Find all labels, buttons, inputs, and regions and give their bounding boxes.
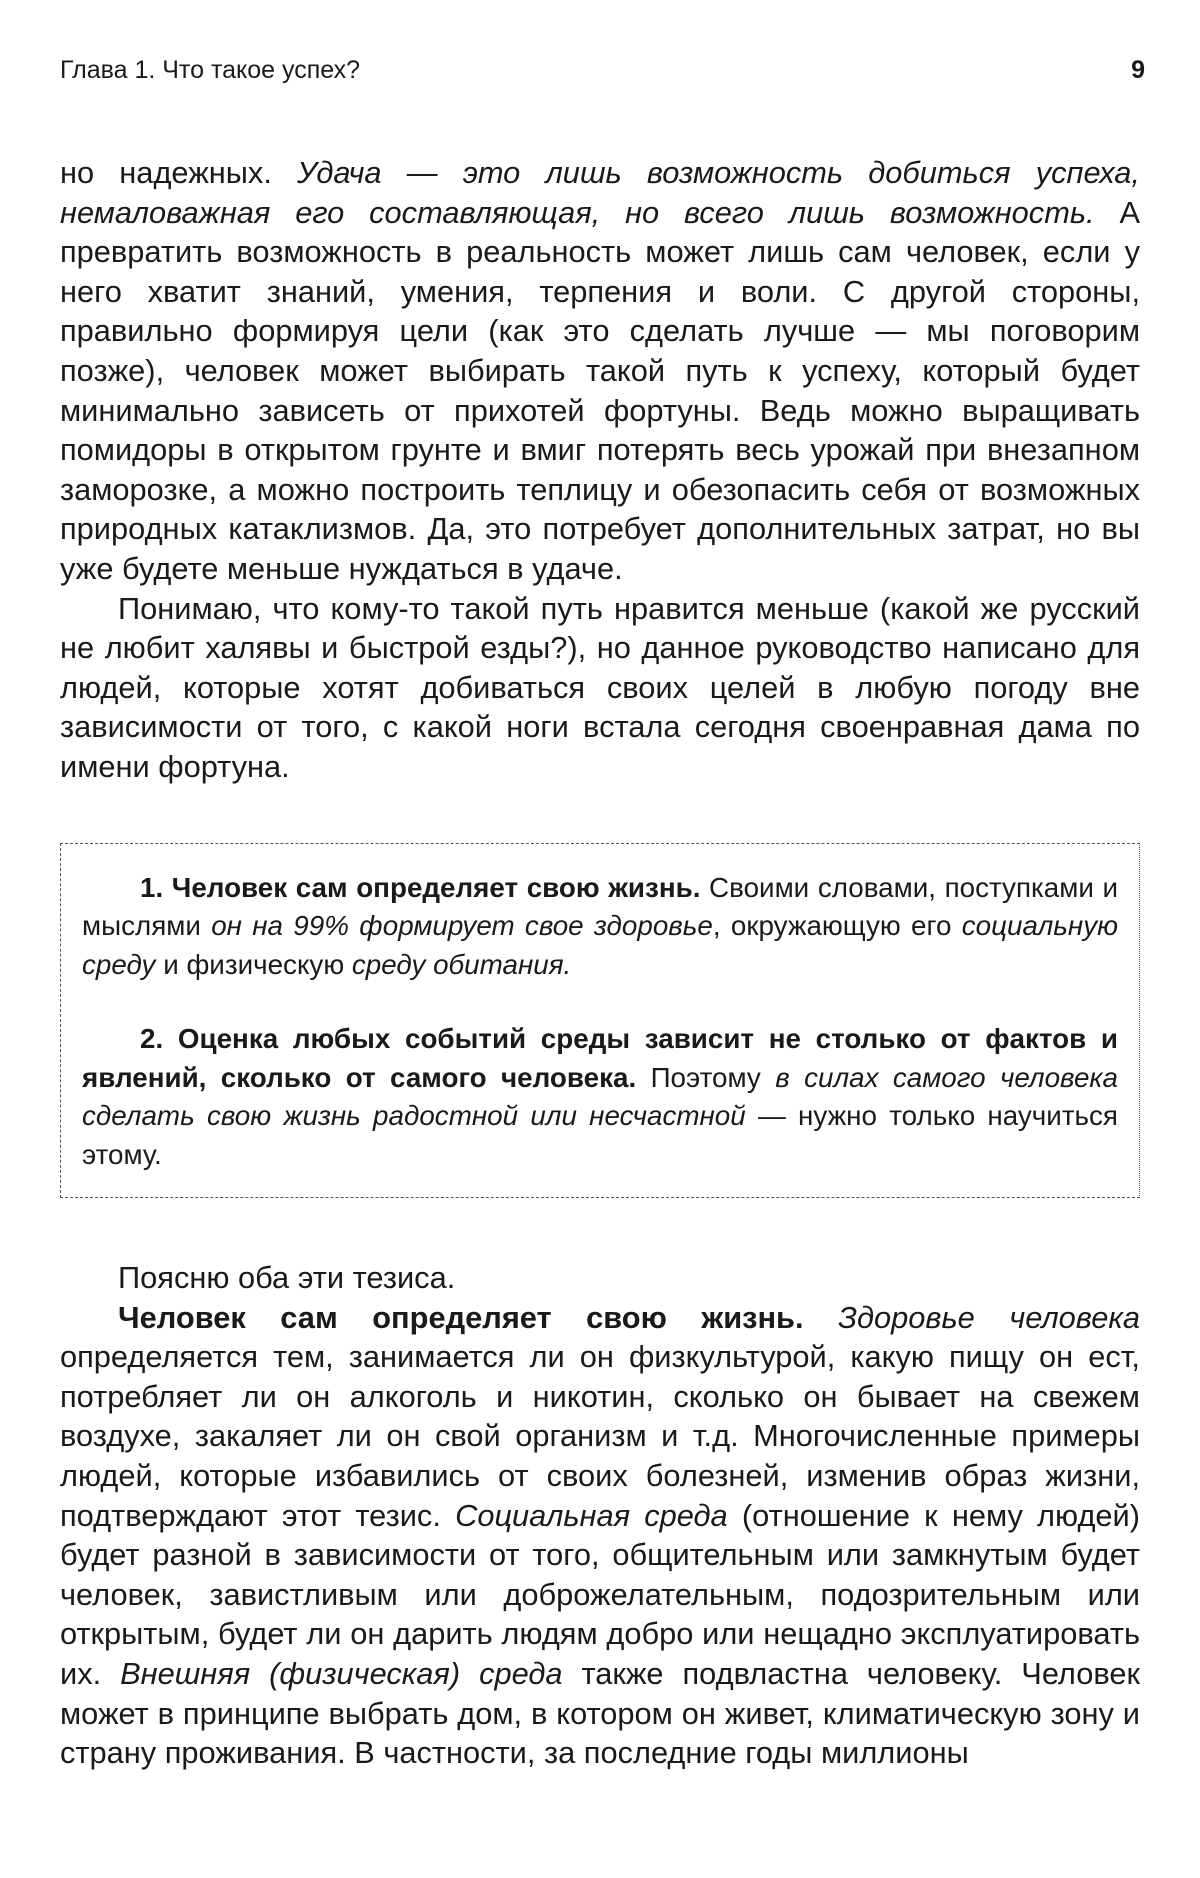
- thesis-2-em: в силах самого человека сделать свою жизнь радостной или несчастной: [82, 1062, 1118, 1132]
- box-bottom-border: [60, 1197, 1140, 1198]
- paragraph-4-text-3: также подвластна человеку. Человек может в принципе выбрать дом, в котором он живет, климатическую зону и страну проживания. В частности, за последние годы миллионы: [60, 1656, 1140, 1770]
- paragraph-4-em-health: Здоровье человека: [838, 1300, 1140, 1335]
- main-text: [60, 153, 1140, 787]
- box-top-border: [60, 843, 1140, 844]
- paragraph-1-start: но надежных.: [60, 155, 297, 190]
- paragraph-4-em-social: Социальная среда: [455, 1498, 728, 1533]
- page-number: 9: [1131, 55, 1145, 85]
- thesis-2-title: 2. Оценка любых событий среды зависит не столько от фактов и явлений, сколько от самого человека.: [82, 1023, 1118, 1093]
- thesis-1-title: 1. Человек сам определяет свою жизнь.: [140, 872, 700, 903]
- box-right-border: [1139, 843, 1140, 1199]
- paragraph-4: [60, 1298, 1140, 1773]
- paragraph-1: [60, 153, 1140, 589]
- paragraph-1-rest: А превратить возможность в реальность может лишь сам человек, если у него хватит знаний, умения, терпения и воли. С другой стороны, правильно формируя цели (как это сделать лучше — мы поговорим позже), человек может выбирать такой путь к успеху, который будет минимально зависеть от прихотей фортуны. Ведь можно выращивать помидоры в открытом грунте и вмиг потерять весь урожай при внезапном заморозке, а можно построить теплицу и обезопасить себя от возможных природных катаклизмов. Да, это потребует дополнительных затрат, но вы уже будете меньше нуждаться в удаче.: [60, 195, 1140, 586]
- running-header: [60, 55, 1140, 95]
- thesis-2-text: Поэтому: [636, 1062, 775, 1093]
- paragraph-4-title: Человек сам определяет свою жизнь.: [118, 1300, 804, 1335]
- thesis-1-em-social: социальную среду: [82, 910, 1118, 980]
- thesis-1-em-health: он на 99% формирует свое здоровье: [211, 910, 713, 941]
- theses-box: [60, 843, 1140, 1199]
- thesis-1-text: Своими словами, поступками и мыслями: [82, 872, 1118, 942]
- paragraph-2: Понимаю, что кому-то такой путь нравится меньше (какой же русский не любит халявы и быстрой езды?), но данное руководство написано для людей, которые хотят добиваться своих целей в любую погоду вне зависимости от того, с какой ноги встала сегодня своенравная дама по имени фортуна.: [60, 589, 1140, 787]
- chapter-title: Глава 1. Что такое успех?: [60, 55, 360, 85]
- paragraph-3: Поясню оба эти тезиса.: [60, 1258, 1140, 1298]
- thesis-1-text-2: , окружающую его: [713, 910, 962, 941]
- thesis-1-text-3: и физическую: [155, 949, 351, 980]
- book-page: [60, 55, 1140, 1773]
- paragraph-4-text-1: определяется тем, занимается ли он физкультурой, какую пищу он ест, потребляет ли он алкоголь и никотин, сколько он бывает на свежем воздухе, закаляет ли он свой организм и т.д. Многочисленные примеры людей, которые избавились от своих болезней, изменив образ жизни, подтверждают этот тезис.: [60, 1339, 1140, 1532]
- paragraph-4-em-external: Внешняя (физическая) среда: [120, 1656, 562, 1691]
- paragraph-4-space: [804, 1300, 839, 1335]
- thesis-2-text-2: — нужно только научиться этому.: [82, 1100, 1118, 1170]
- thesis-1: [82, 869, 1118, 985]
- paragraph-4-text-2: (отношение к нему людей) будет разной в зависимости от того, общительным или замкнутым будет человек, завистливым или доброжелательным, подозрительным или открытым, будет ли он дарить людям добро или нещадно эксплуатировать их.: [60, 1498, 1140, 1691]
- continuation-text: [60, 1258, 1140, 1773]
- thesis-1-em-habitat: среду обитания.: [352, 949, 571, 980]
- thesis-2: [82, 1020, 1118, 1174]
- box-left-border: [60, 843, 61, 1199]
- luck-definition: Удача — это лишь возможность добиться успеха, немаловажная его составляющая, но всего лишь возможность.: [60, 155, 1140, 230]
